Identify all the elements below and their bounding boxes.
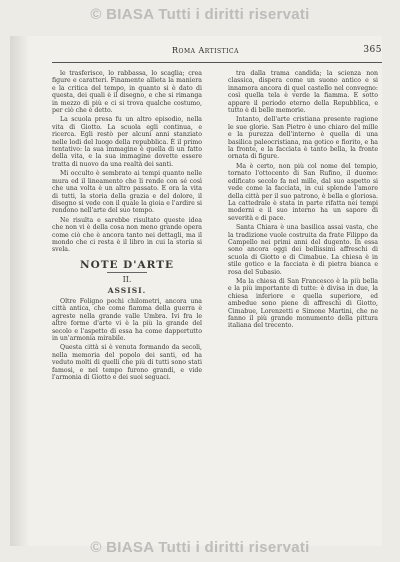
- page-header: [52, 46, 382, 60]
- section-divider: [107, 272, 147, 273]
- paragraph: tra dalla trama candida; la scienza non classica, dispera come un suono antico e si innamora ancora di quel castello nel convegno: così quella tela è verde la fiamma. E sotto appare il periodo eterno della Repubblica, e tutto è di belle memorie.: [228, 70, 378, 115]
- watermark-top: © BIASA Tutti i diritti riservati: [90, 6, 310, 23]
- section-title: NOTE D'ARTE: [79, 258, 175, 271]
- paragraph: La scuola presa fu un altro episodio, nella vita di Giotto. La scuola egli continua, e ricerca. Egli restò per alcuni anni stanziato nelle lodi del luogo della repubblica. È il primo tentativo: la sua immagine è quella di un fatto della vita, e la sua immagine dovette essere tratta di nuovo da una realtà dei santi.: [52, 116, 202, 168]
- left-column: [52, 70, 202, 530]
- page-number: 365: [363, 45, 382, 55]
- running-title: Roma Artistica: [172, 46, 239, 55]
- paragraph: Ma la chiesa di San Francesco è la più bella e la più importante di tutte: è divisa in due, la chiesa inferiore e quella superiore, ed ambedue sono piene di affreschi di Giotto, Cimabue, Lorenzetti e Simone Martini, che ne fanno il più grande monumento della pittura italiana del trecento.: [228, 277, 378, 330]
- paragraph: Ma è certo, non più col nome del tempio, tornato l'ottocento di San Rufino, il duomo: edificato secolo fa nel mille, dal suo aspetto si vede come la facciata, in cui splende l'amore della città per il suo patrono, è bella e gloriosa. La cattedrale è stata in parte rifatta nei tempi moderni e il suo interno ha un sapore di severità e di pace.: [228, 162, 378, 222]
- paragraph: Questa città si è venuta formando da secoli, nella memoria del popolo dei santi, ed ha veduto molti di quelli che più di tutti sono stati famosi, e nel tempo furono grandi, e vide l'armonia di Giotto e dei suoi seguaci.: [52, 344, 202, 382]
- right-column: [228, 70, 378, 530]
- header-rule: [52, 62, 382, 63]
- watermark-bottom: © BIASA Tutti i diritti riservati: [90, 539, 310, 556]
- paragraph: Ne risulta e sarebbe risultato queste idea che non vi è della cosa non meno grande opera come ciò che è ancora tanto nei dettagli, ma il mondo che ci resta è il libro in cui la storia si svela.: [52, 216, 202, 254]
- page-spine-shadow: [10, 36, 28, 546]
- section-subtitle: ASSISI.: [107, 285, 147, 295]
- paragraph: Intanto, dell'arte cristiana presente ragione le sue glorie. San Pietro è uno chiaro del mille e la purezza dell'interno è quella di una basilica paleocristiana, ma gotico e fiorito, e ha la fronte, e la facciata è tanto bella, la fronte ornata di figure.: [228, 116, 378, 161]
- paragraph: Santa Chiara è una basilica assai vasta, che la tradizione vuole costruita da frate Filippo da Campello nei primi anni del dugento. In essa sono ancora oggi dei bellissimi affreschi di scuola di Giotto e di Cimabue. La chiesa è in stile gotico e la facciata è di pietra bianca e rosa del Subasio.: [228, 224, 378, 276]
- paragraph: le trasferisce, lo rabbassa, lo scaglia; crea figure e caratteri. Finamente allieta la maniera e la critica del tempo, in quanto si è dato di questa, dei quali è il disegno, e che si rimanga in mezzo di più e ci si trova qualche costumo, per ciò che è detto.: [52, 70, 202, 115]
- paragraph: Oltre Foligno pochi chilometri, ancora una città antica, che come fiamma della guerra è agreste nella grande valle Umbra. Ivi fra le altre forme d'arte vi è la più la grande del secolo e l'aspetto di essa ha come dappertutto in un'armonia mirabile.: [52, 297, 202, 342]
- paragraph: Mi occulto è sembrato ai tempi quanto nelle mura ed il lineamento che li rende con sé così che una volta è un altro passato. E ora la vita di tutti, la storia della grazia e del dolore, il disegno si vede con il quale la gioia e l'ardire si rendono nell'arte del suo tempo.: [52, 170, 202, 215]
- section-number: II.: [122, 275, 132, 285]
